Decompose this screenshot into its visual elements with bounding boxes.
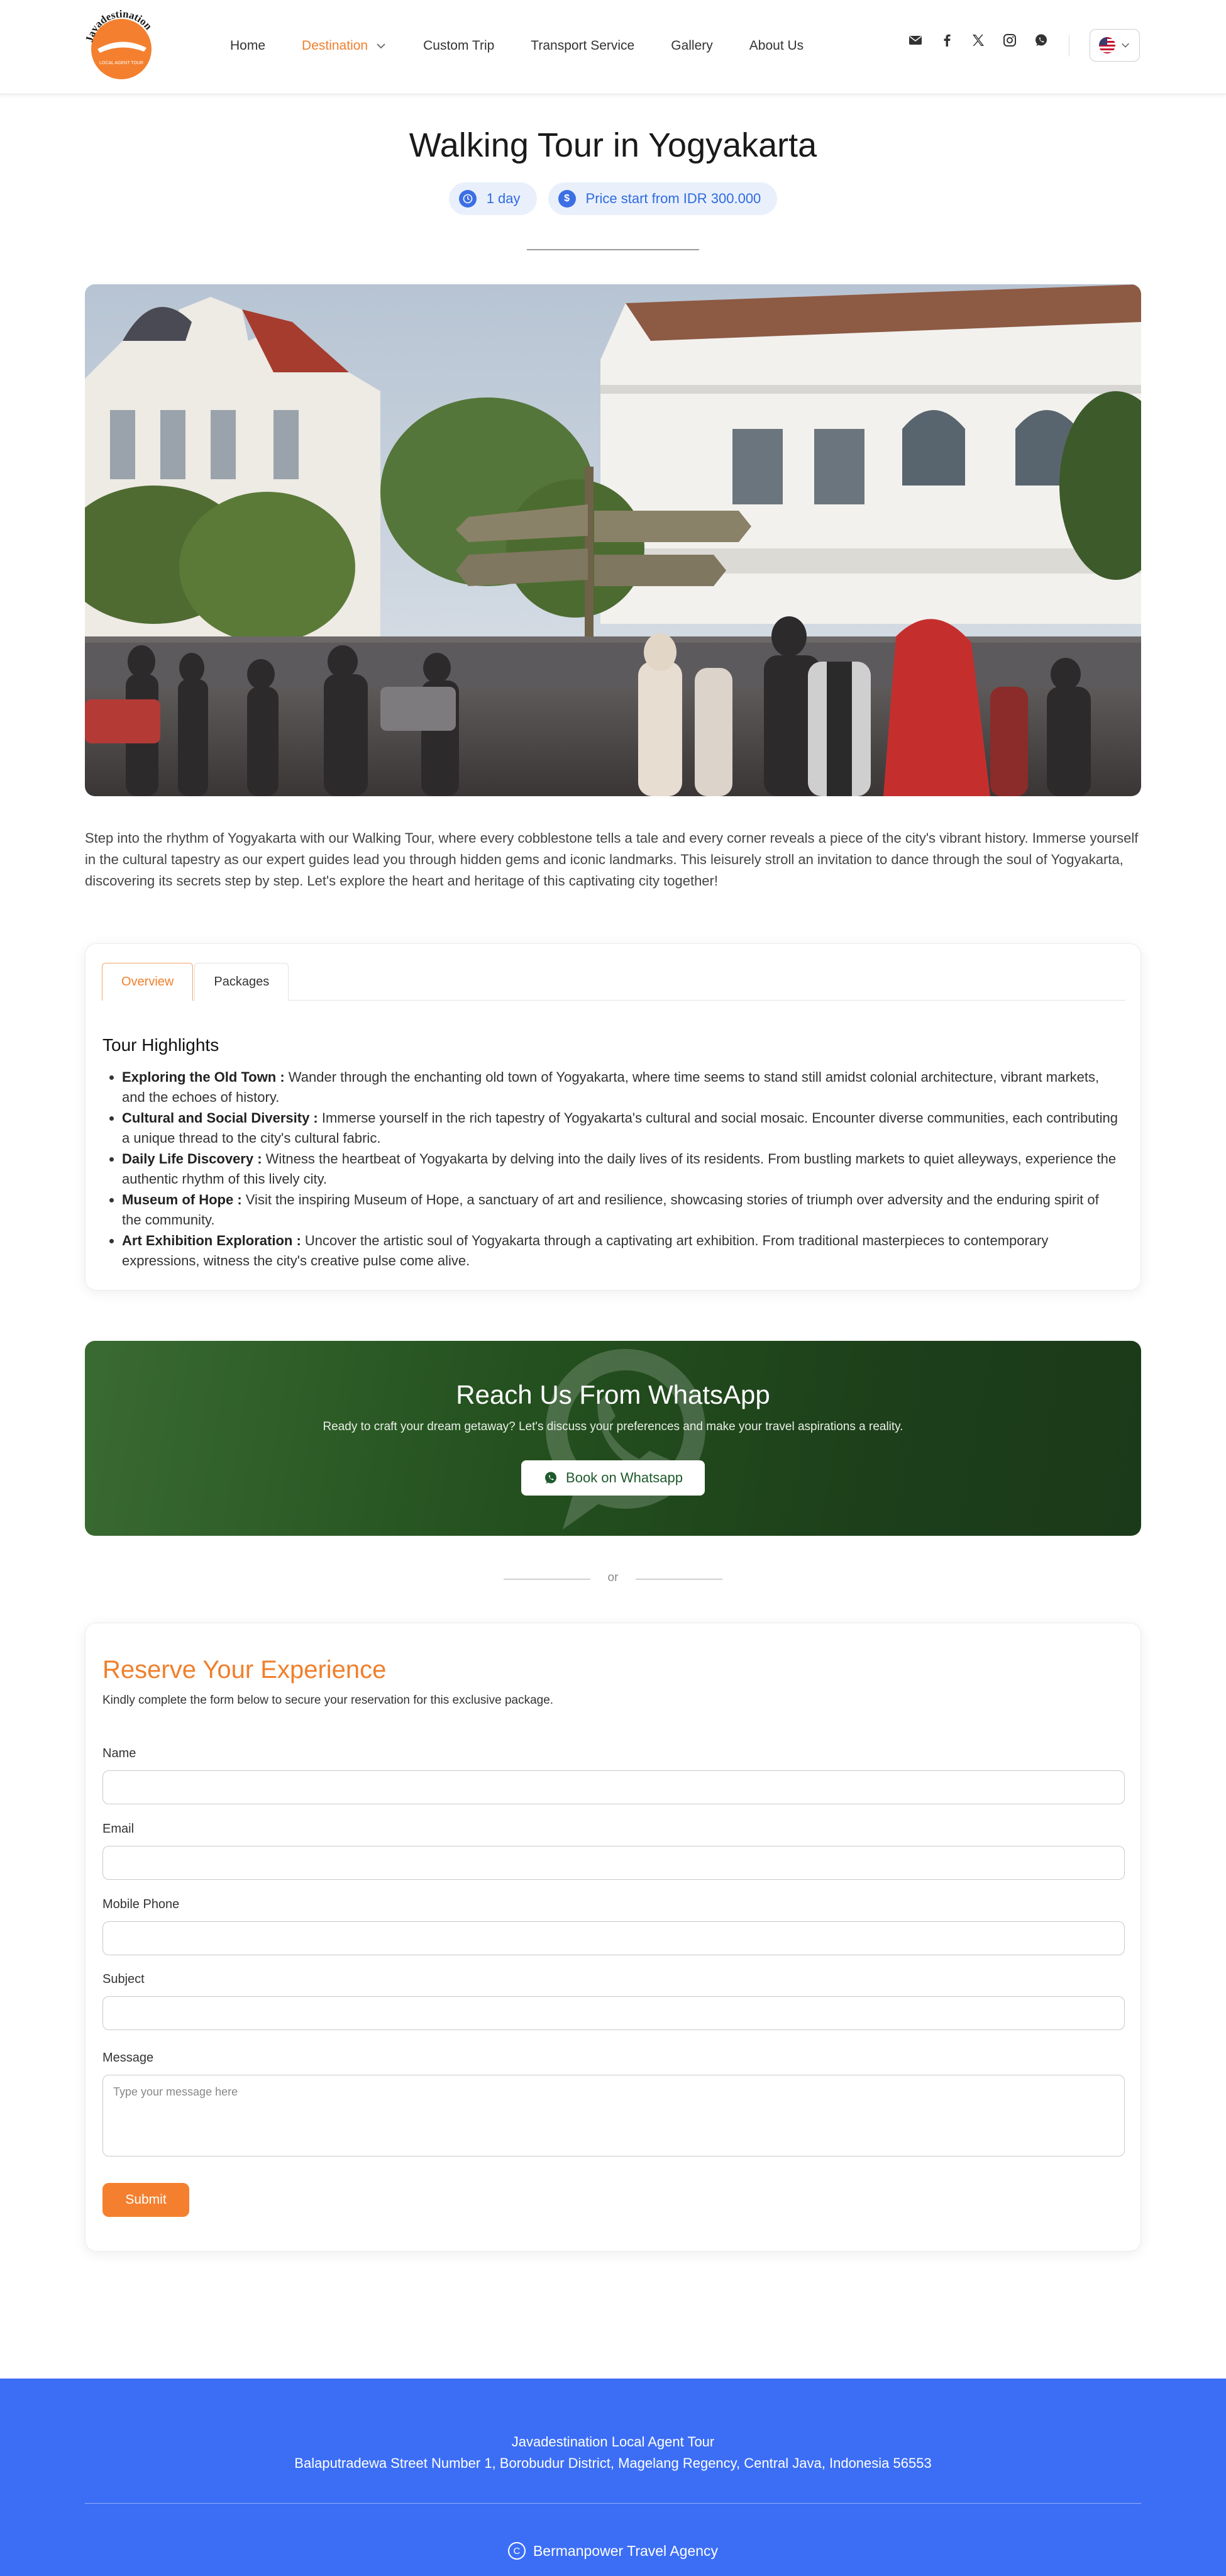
logo-subtext: LOCAL AGENT TOUR — [99, 61, 143, 65]
clock-icon — [459, 190, 477, 208]
footer-company: Javadestination Local Agent Tour — [511, 2434, 715, 2450]
list-item: • Daily Life Discovery : Witness the heartbeat of Yogyakarta by delving into the daily lives of its residents. From bustling markets to quiet alleyways, experience the authentic rhythm of this lively city. — [122, 1149, 1122, 1189]
footer-copyright: C Bermanpower Travel Agency — [0, 2542, 1226, 2560]
nav-destination[interactable]: Destination — [302, 38, 387, 53]
language-selector[interactable] — [1090, 29, 1140, 62]
chevron-down-icon — [375, 40, 387, 52]
chevron-down-icon — [1120, 40, 1130, 50]
nav-about-us[interactable]: About Us — [749, 38, 804, 53]
phone-label: Mobile Phone — [102, 1897, 180, 1911]
or-divider — [0, 1570, 1226, 1589]
divider-line — [636, 1579, 722, 1580]
list-item: • Art Exhibition Exploration : Uncover the artistic soul of Yogyakarta through a captivating art exhibition. From traditional masterpieces to contemporary expressions, witness the city's creative pulse come alive. — [122, 1231, 1122, 1271]
site-header — [0, 0, 1226, 94]
nav-transport-service[interactable]: Transport Service — [531, 38, 635, 53]
hero-photo — [85, 284, 1141, 796]
copyright-icon: C — [508, 2542, 526, 2560]
highlights-list — [122, 1067, 1122, 1272]
whatsapp-title: Reach Us From WhatsApp — [456, 1380, 770, 1409]
site-footer — [0, 2379, 1226, 2576]
name-label: Name — [102, 1746, 136, 1760]
site-logo[interactable] — [84, 10, 159, 82]
submit-button[interactable]: Submit — [102, 2183, 189, 2217]
facebook-icon[interactable] — [939, 33, 954, 48]
message-label: Message — [102, 2051, 154, 2065]
list-item: • Museum of Hope : Visit the inspiring Museum of Hope, a sanctuary of art and resilience, showcasing stories of triumph over adversity and the enduring spirit of the community. — [122, 1190, 1122, 1230]
whatsapp-icon[interactable] — [1034, 33, 1049, 48]
subject-input[interactable] — [102, 1996, 1125, 2030]
email-input[interactable] — [102, 1846, 1125, 1880]
page-title: Walking Tour in Yogyakarta — [409, 126, 817, 164]
whatsapp-icon — [538, 1341, 714, 1536]
tour-description: Step into the rhythm of Yogyakarta with our Walking Tour, where every cobblestone tells a tale and every corner reveals a piece of the city's vibrant history. Immerse yourself in the cultural tapestry as our expert guides lead you through hidden gems and iconic landmarks. This leisurely stroll an invitation to dance through the soul of Yogyakarta, discovering its secrets step by step. Let's explore the heart and heritage of this captivating city together! — [85, 830, 1139, 889]
duration-badge: 1 day — [449, 182, 537, 215]
tab-bar — [102, 963, 1125, 1001]
title-divider — [527, 249, 699, 250]
highlights-heading: Tour Highlights — [102, 1035, 219, 1055]
form-subtitle: Kindly complete the form below to secure your reservation for this exclusive package. — [102, 1694, 554, 1707]
subject-label: Subject — [102, 1972, 145, 1986]
social-links — [908, 33, 1049, 48]
nav-home[interactable]: Home — [230, 38, 266, 53]
name-input[interactable] — [102, 1770, 1125, 1804]
x-icon[interactable] — [971, 33, 986, 48]
tour-badges — [0, 182, 1226, 215]
logo-wordmark: Javadestination — [84, 10, 155, 43]
footer-divider — [85, 2503, 1141, 2504]
book-whatsapp-button[interactable]: Book on Whatsapp — [521, 1460, 705, 1496]
whatsapp-icon — [543, 1470, 558, 1485]
whatsapp-banner — [85, 1341, 1141, 1536]
form-title: Reserve Your Experience — [102, 1656, 387, 1684]
message-textarea[interactable] — [102, 2075, 1125, 2157]
us-flag-icon — [1099, 37, 1115, 53]
tab-packages[interactable]: Packages — [194, 963, 289, 1001]
or-label: or — [607, 1571, 619, 1584]
email-label: Email — [102, 1822, 135, 1836]
mobile-phone-input[interactable] — [102, 1921, 1125, 1955]
tour-details-card — [85, 943, 1141, 1291]
nav-custom-trip[interactable]: Custom Trip — [423, 38, 495, 53]
mail-icon[interactable] — [908, 33, 923, 48]
dollar-icon: $ — [558, 190, 576, 208]
footer-address: Balaputradewa Street Number 1, Borobudur District, Magelang Regency, Central Java, Indonesia 56553 — [294, 2455, 932, 2471]
list-item: • Cultural and Social Diversity : Immerse yourself in the rich tapestry of Yogyakarta's cultural and social mosaic. Encounter diverse communities, each contributing a unique thread to the city's cultural fabric. — [122, 1108, 1122, 1148]
tab-overview[interactable]: Overview — [102, 963, 193, 1001]
whatsapp-subtitle: Ready to craft your dream getaway? Let's discuss your preferences and make your travel aspirations a reality. — [323, 1420, 903, 1433]
nav-gallery[interactable]: Gallery — [671, 38, 713, 53]
price-badge: $ Price start from IDR 300.000 — [548, 182, 778, 215]
reservation-form — [85, 1623, 1141, 2251]
instagram-icon[interactable] — [1002, 33, 1017, 48]
main-nav — [230, 0, 840, 91]
list-item: • Exploring the Old Town : Wander through the enchanting old town of Yogyakarta, where time seems to stand still amidst colonial architecture, vibrant markets, and the echoes of history. — [122, 1067, 1122, 1108]
